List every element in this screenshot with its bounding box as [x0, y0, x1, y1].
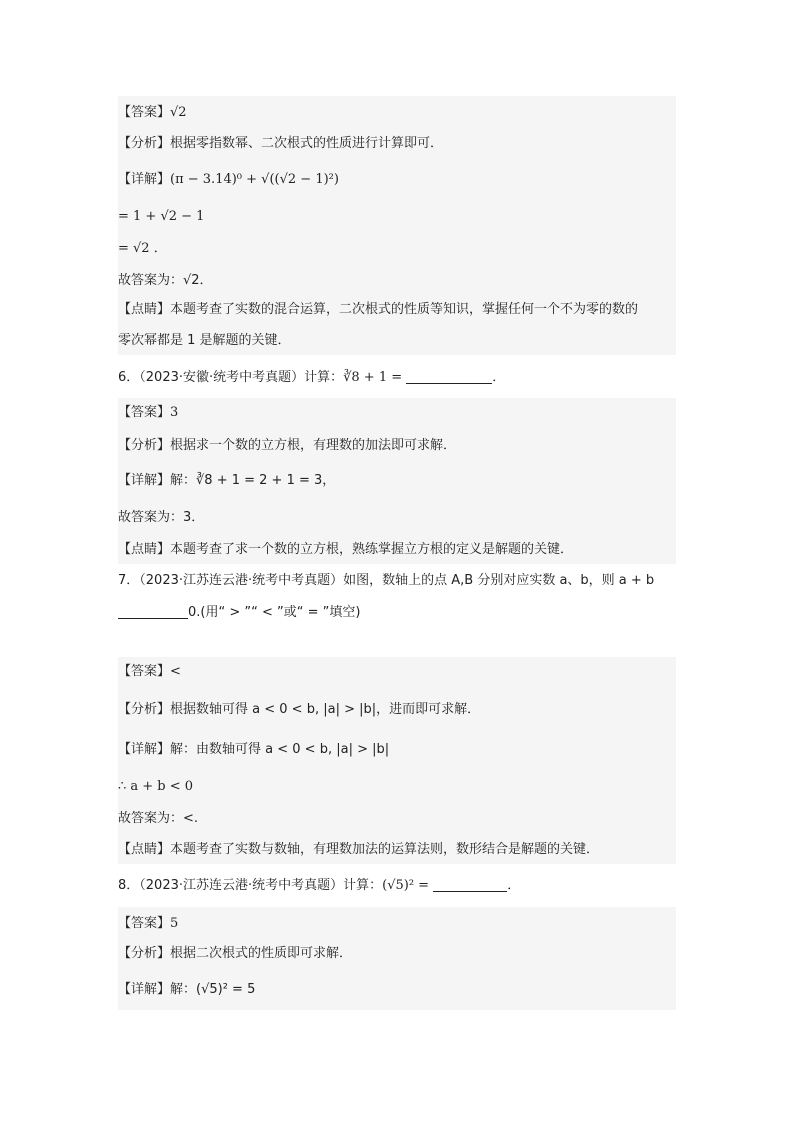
q8-answer-blank[interactable] [433, 877, 507, 892]
q6-question-suffix: ． [492, 370, 506, 385]
answer-tag: 【答案】 [118, 916, 171, 931]
q6-detail-row [118, 472, 335, 490]
q5-step2: = √2 ． [118, 241, 167, 256]
q6-answer: 3 [170, 405, 179, 420]
q8-solution-block [118, 907, 676, 1010]
analysis-tag: 【分析】 [118, 438, 171, 453]
q7-answer-row [118, 663, 181, 681]
q6-question-expr: ∛8 + 1 = [343, 370, 403, 385]
q8-analysis: 根据二次根式的性质即可求解． [170, 946, 353, 961]
comment-tag: 【点睛】 [118, 542, 171, 557]
q7-comment: 本题考查了实数与数轴，有理数加法的运算法则，数形结合是解题的关键． [170, 842, 600, 857]
comment-tag: 【点睛】 [118, 302, 171, 317]
q5-detail-expr: (π − 3.14)⁰ + √((√2 − 1)²) [170, 172, 339, 187]
q7-detail: 解：由数轴可得 a < 0 < b, |a| > |b| [170, 742, 390, 757]
q7-question-line1: 7．（2023·江苏连云港·统考中考真题）如图，数轴上的点 A,B 分别对应实数 a、b，则 a + b [118, 573, 655, 588]
q8-question-suffix: ． [507, 878, 521, 893]
q6-detail: 解：∛8 + 1 = 2 + 1 = 3， [170, 473, 336, 488]
q8-question-expr: (√5)² = [382, 878, 430, 893]
q7-analysis: 根据数轴可得 a < 0 < b, |a| > |b|，进而即可求解． [170, 702, 481, 717]
q6-comment-row [118, 541, 573, 559]
q5-solution-block [118, 96, 676, 355]
q8-question [118, 877, 520, 895]
detail-tag: 【详解】 [118, 473, 171, 488]
q5-comment-row [118, 301, 638, 319]
q5-comment-line2: 零次幂都是 1 是解题的关键． [118, 333, 291, 348]
answer-tag: 【答案】 [118, 664, 171, 679]
detail-tag: 【详解】 [118, 982, 171, 997]
q7-question-line2: 0.(用“ > ”“ < ”或“ = ”填空) [188, 605, 361, 620]
answer-tag: 【答案】 [118, 405, 171, 420]
detail-tag: 【详解】 [118, 742, 171, 757]
q7-conclusion: 故答案为：<. [118, 811, 199, 826]
q6-solution-block [118, 398, 676, 564]
q7-step1: ∴ a + b < 0 [118, 779, 194, 794]
q6-answer-blank[interactable] [406, 369, 492, 384]
q7-question-line2-row [118, 604, 360, 622]
q8-detail-row [118, 981, 255, 999]
q5-analysis: 根据零指数幂、二次根式的性质进行计算即可． [170, 136, 444, 151]
q5-conclusion: 故答案为：√2． [118, 273, 213, 288]
q5-comment-line1: 本题考查了实数的混合运算，二次根式的性质等知识，掌握任何一个不为零的数的 [170, 302, 639, 317]
q6-answer-row [118, 404, 178, 422]
q7-answer: < [170, 664, 181, 679]
q7-answer-blank[interactable] [118, 604, 188, 619]
q5-answer: √2 [170, 105, 187, 120]
analysis-tag: 【分析】 [118, 136, 171, 151]
q8-answer-row [118, 915, 178, 933]
q6-question-prefix: 6．（2023·安徽·统考中考真题）计算： [118, 370, 344, 385]
q8-question-prefix: 8．（2023·江苏连云港·统考中考真题）计算： [118, 878, 383, 893]
q6-analysis-row [118, 437, 456, 455]
q5-answer-row [118, 104, 187, 122]
q6-conclusion: 故答案为：3． [118, 510, 205, 525]
q8-answer: 5 [170, 916, 179, 931]
analysis-tag: 【分析】 [118, 946, 171, 961]
q8-detail: 解：(√5)² = 5 [170, 982, 256, 997]
q6-question [118, 369, 505, 387]
answer-tag: 【答案】 [118, 105, 171, 120]
q7-comment-row [118, 841, 599, 859]
q6-comment: 本题考查了求一个数的立方根，熟练掌握立方根的定义是解题的关键． [170, 542, 574, 557]
analysis-tag: 【分析】 [118, 702, 171, 717]
q7-solution-block [118, 657, 676, 864]
q5-analysis-row [118, 135, 443, 153]
q7-analysis-row [118, 701, 480, 719]
q5-detail-row [118, 171, 339, 189]
q5-step1: = 1 + √2 − 1 [118, 209, 205, 224]
detail-tag: 【详解】 [118, 172, 171, 187]
q8-analysis-row [118, 945, 352, 963]
q7-detail-row [118, 741, 389, 759]
q6-analysis: 根据求一个数的立方根，有理数的加法即可求解． [170, 438, 457, 453]
comment-tag: 【点睛】 [118, 842, 171, 857]
